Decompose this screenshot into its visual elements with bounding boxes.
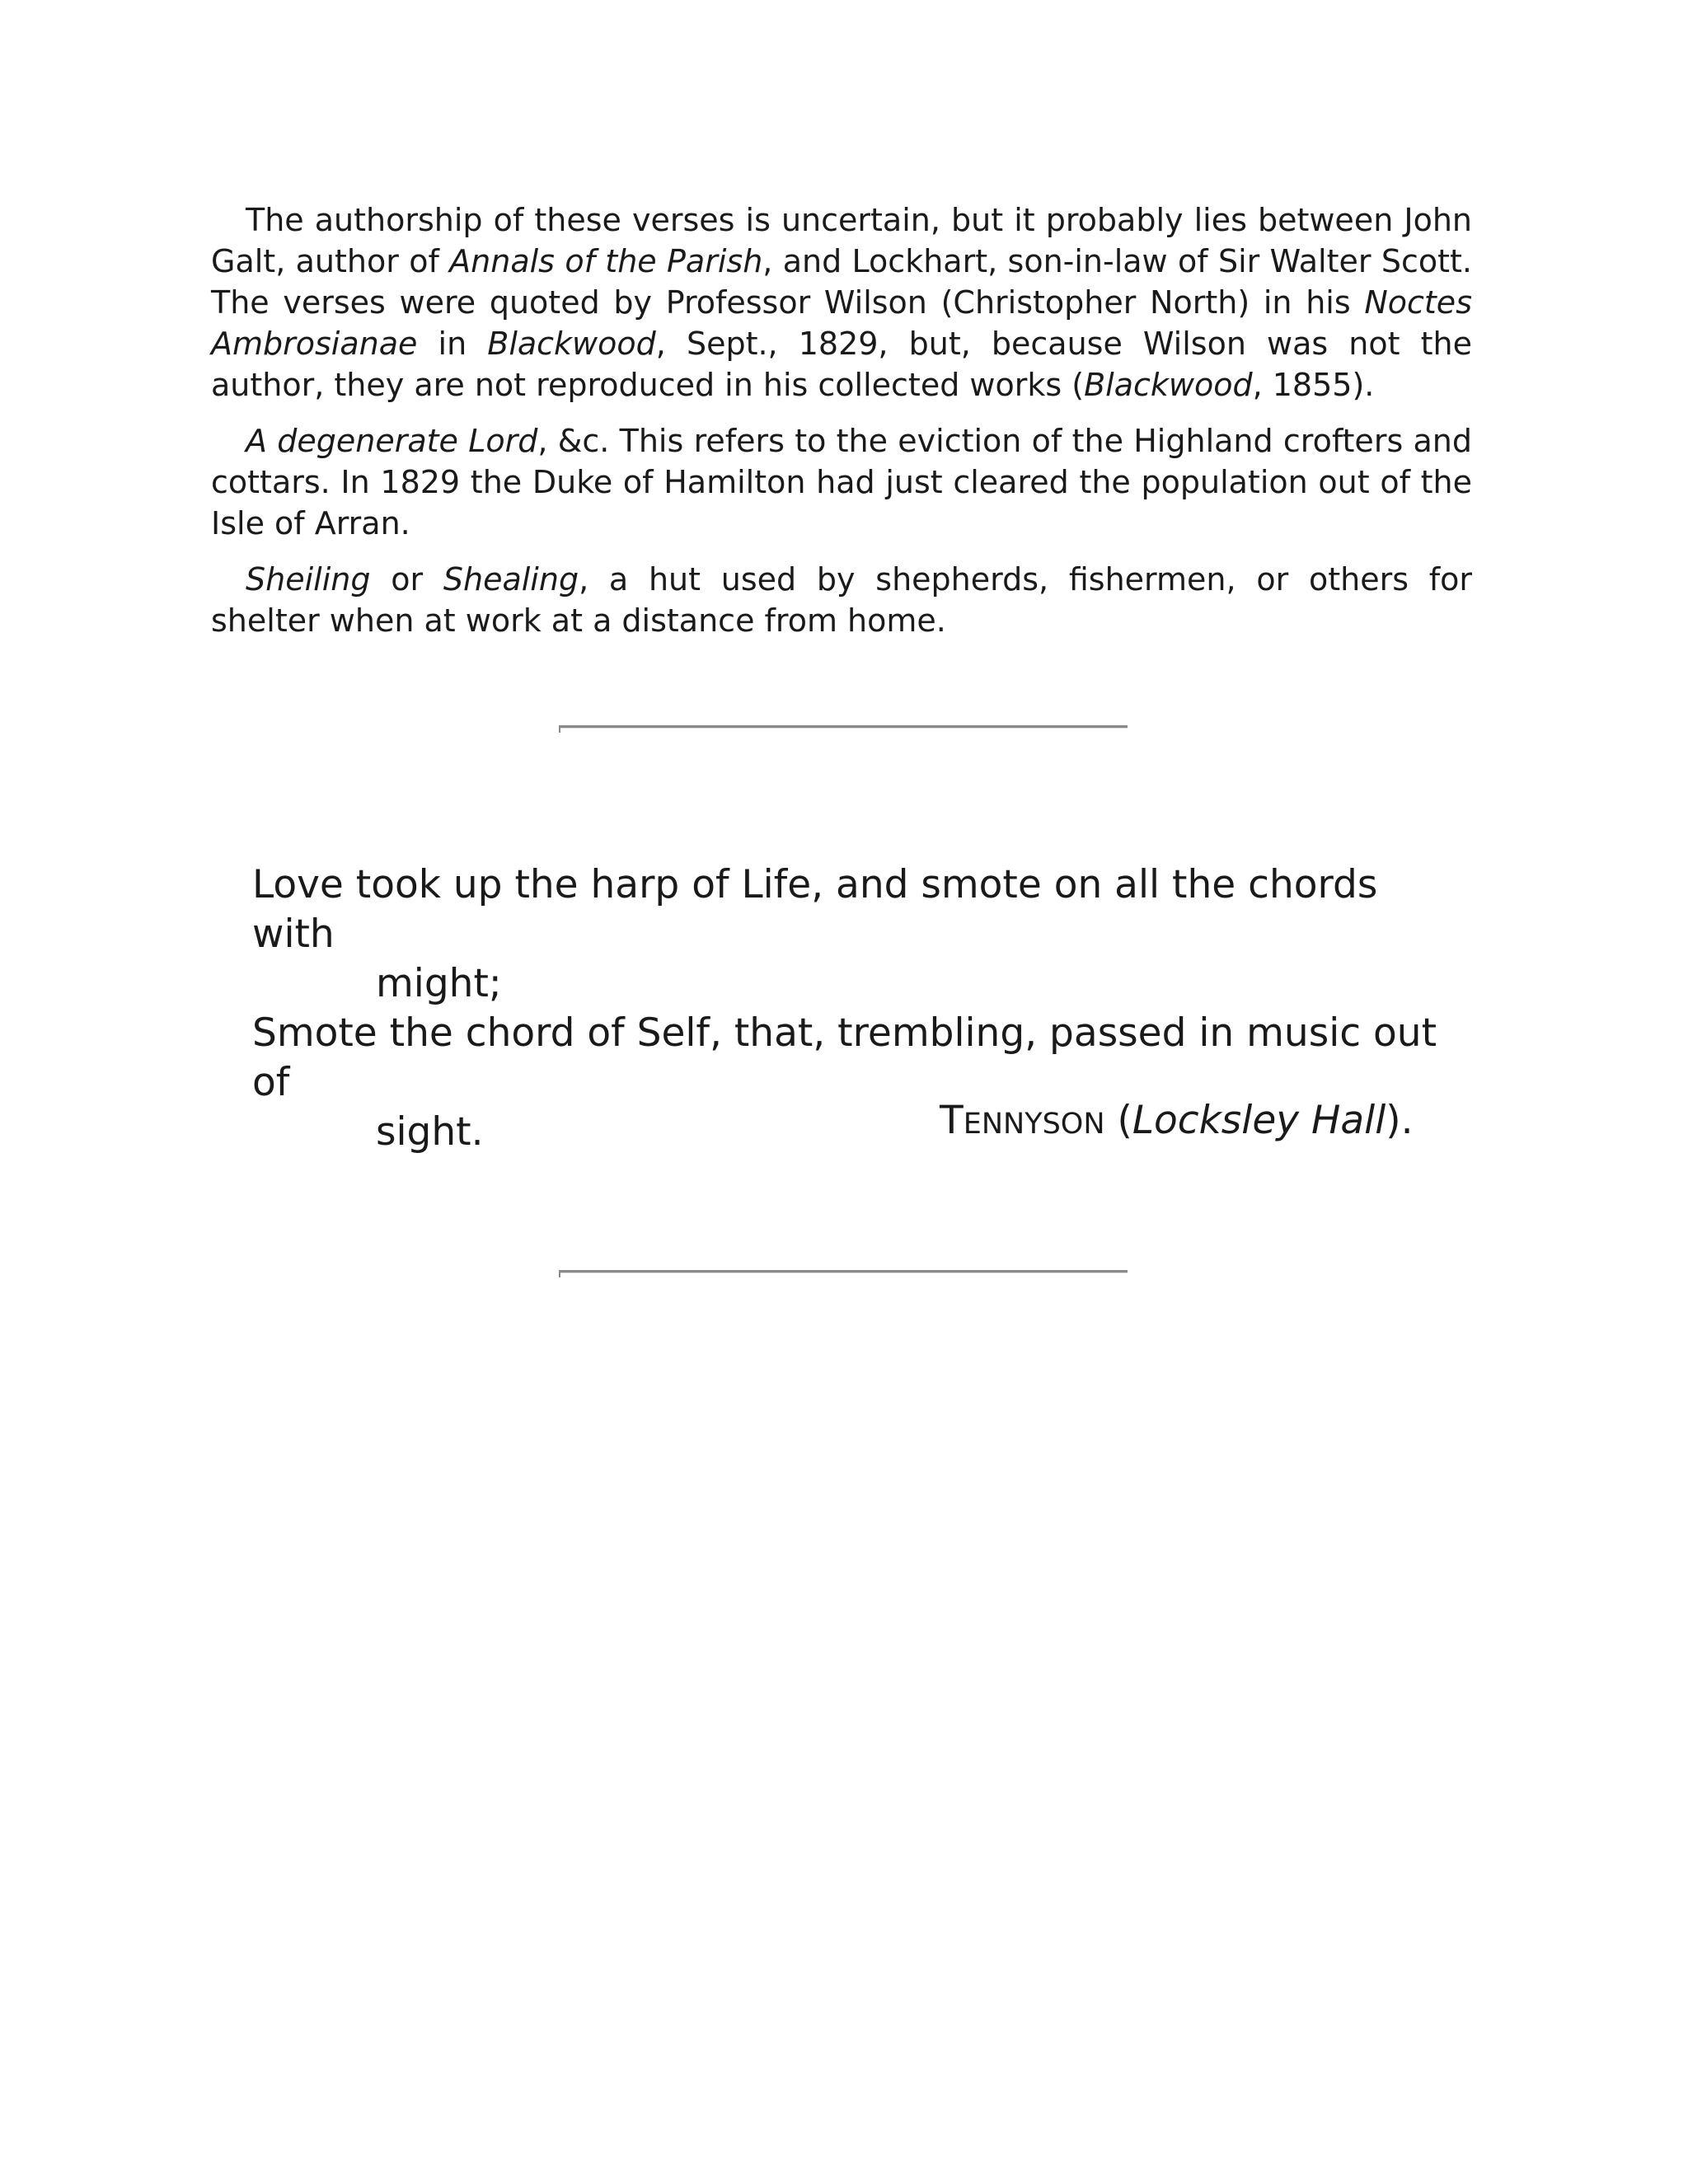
- verse-continuation: might;: [376, 961, 502, 1006]
- note-italic: Blackwood: [1084, 367, 1253, 403]
- work-title: Locksley Hall: [1132, 1098, 1386, 1143]
- verse-line: Love took up the harp of Life, and smote on all the chords with: [252, 862, 1378, 957]
- paren-close: ).: [1386, 1098, 1414, 1143]
- note-degenerate-lord: [211, 420, 1472, 544]
- horizontal-rule: [559, 1270, 1128, 1273]
- verse-line: Smote the chord of Self, that, trembling, passed in music out of: [252, 1010, 1437, 1105]
- verse-continuation: sight.: [376, 1109, 484, 1155]
- note-text: , Sept., 1829, but, because Wilson was not the author, they are not reproduced in his collected works (: [211, 326, 1472, 403]
- note-text: , a hut used by shepherds, fishermen, or others for shelter when at work at a distance from home.: [211, 561, 1472, 639]
- note-authorship: [211, 199, 1472, 405]
- note-text: , and Lockhart, son-in-law of Sir Walter Scott. The verses were quoted by Professor Wilson (Christopher North) in his: [211, 243, 1472, 321]
- note-sheiling: [211, 559, 1472, 641]
- note-italic: A degenerate Lord: [246, 423, 538, 459]
- author-initial: T: [940, 1098, 964, 1143]
- note-italic: Noctes Ambrosianae: [211, 284, 1472, 362]
- note-italic: Blackwood: [487, 326, 656, 362]
- attribution: [940, 1096, 1414, 1149]
- note-text: , &c. This refers to the eviction of the Highland crofters and cottars. In 1829 the Duke of Hamilton had just cleared the population out of the Isle of Arran.: [211, 423, 1473, 541]
- author-rest: ENNYSON: [963, 1108, 1105, 1141]
- note-italic: Shealing: [443, 561, 579, 598]
- note-text: or: [370, 561, 443, 598]
- note-text: The authorship of these verses is uncertain, but it probably lies between John Galt, author of: [211, 202, 1472, 279]
- note-italic: Sheiling: [246, 561, 371, 598]
- paren-open: (: [1104, 1098, 1132, 1143]
- horizontal-rule: [559, 725, 1128, 729]
- note-text: , 1855).: [1252, 367, 1375, 403]
- note-italic: Annals of the Parish: [449, 243, 763, 279]
- notes-section: [211, 199, 1472, 656]
- note-text: in: [417, 326, 488, 362]
